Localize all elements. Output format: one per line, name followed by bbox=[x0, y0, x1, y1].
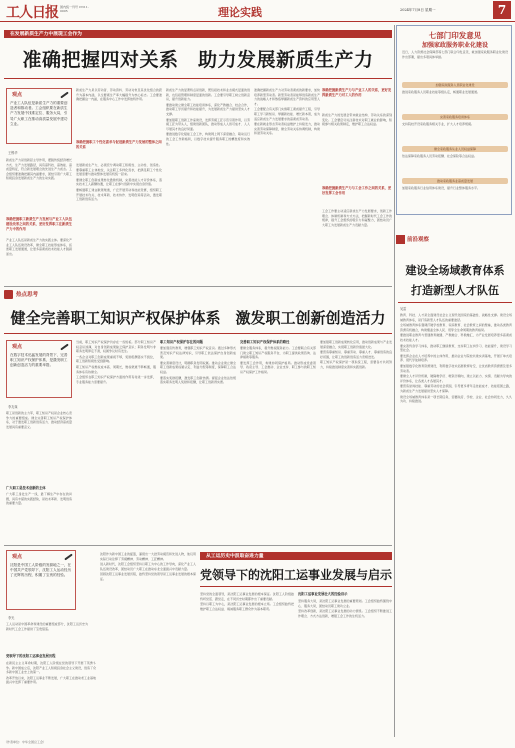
section-title: 理论实践 bbox=[218, 6, 262, 19]
section-divider bbox=[4, 545, 392, 546]
infobox-bar: 加强家政服务人员职业化建设 bbox=[402, 82, 508, 88]
body-text: 新质生产力是以劳动者、劳动资料、劳动对象及其优化组合的跃升为基本内涵，以全要素生产率大幅提升为核心标志。工会要准确把握这一内涵，在服务中心工作中发挥独特作用。 bbox=[76, 88, 162, 102]
body-text: 坚持服务大局，是沈阳工运事业发展的重要原则。工会组织始终围绕中心、服务大局，团结动员职工建功立业。 坚持改革创新，是沈阳工运事业发展的动力源泉。工会组织不断推进工作理念、方式方法创新，增强工会工作的生机活力。 bbox=[298, 599, 392, 618]
hot-topic-icon bbox=[4, 290, 13, 299]
frontier-watch-icon bbox=[396, 235, 405, 244]
viewpoint-text: 沈阳是中国工人阶级的发源地之一，在中国共产党领导下，沈阳工人运动经历了光辉的历程，积累了宝贵的经验。 bbox=[10, 563, 72, 578]
section-subhead: 准确把握职工新质生产力发展与产业工人队伍建设改革之间的关系，更好发挥职工在新质生产力中的作用 bbox=[6, 217, 72, 231]
body-text: 要加强宣传教育，增强职工知识产权意识。通过多种形式普及知识产权法律知识，引导职工依法保护自身创新成果。 要完善制度设计，明确职务发明权属。推动企业建立健全职工创新成果权属认定、利益分配等制度，保障职工合法权益。 要落实奖励报酬，激发职工创新热情。督促企业依法依规落实职务发明人奖励和报酬，让职工创新得实惠。 bbox=[160, 346, 236, 385]
infobox-title: 七部门印发意见 bbox=[428, 31, 482, 40]
body-text: 当前，职工知识产权保护仍存在一些短板。部分职工知识产权意识淡薄，对自身创新成果缺乏保护意识；职务发明与非职务发明界定不清，权属争议时有发生。 一些企业对职工创新成果重视不够，奖励报酬落实不到位，职工创新积极性受到影响。 职工知识产权维权成本高、周期长，维权渠道不够畅通，服务体系有待健全。 工会组织在职工知识产权保护方面的作用有待进一步发挥，专业服务能力需要提升。 bbox=[76, 340, 156, 384]
article-headline-line1: 建设全场域教育体系 bbox=[405, 264, 505, 277]
body-text: 准确把握新质生产力对劳动者素质的新要求，加快培养新型劳动者。新型劳动者是能够创造新质生产力的战略人才和熟练掌握新质生产资料的应用型人才。 工会要配合有关部门实施职工素质提升工程，引导职工学习新知识、掌握新技能、增长新本领，成为适应新质生产力发展要求的高素质劳动者。 要在新就业形态劳动者权益维护上持续发力，推动完善劳动保障制度，健全劳动关系协调机制，构建和谐劳动关系。 bbox=[254, 88, 320, 136]
infobox-text: 依法保障家政服务人员劳动报酬、社会保险等合法权益。 bbox=[402, 154, 478, 158]
body-text: 新质生产力是创新起主导作用，摆脱传统经济增长方式、生产力发展路径，具有高科技、高效能、高质量特征，符合新发展理念的先进生产力质态。工会组织要准确把握其内涵要求，团结引领广大职工积极投身发展新质生产力的生动实践。 bbox=[6, 158, 72, 181]
body-text: 沈阳作为新中国工业的摇篮，涌现出一大批劳动模范和先进人物，他们用实际行动诠释了劳模精神、劳动精神、工匠精神。 进入新时代，沈阳工会组织坚持以职工为中心的工作导向，深化产业工人队伍建设改革，团结动员广大职工在推动东北全面振兴中贡献力量。 回顾沈阳工运事业发展历程，始终坚持党的领导是工运事业发展的根本保证。 bbox=[100, 552, 196, 581]
infobox-text: 推进家政服务人员职业技能等级认定，畅通职业发展通道。 bbox=[402, 90, 481, 94]
section-subhead: 准确把握新质生产力与工会工作之间的关系，更好发挥工会作用 bbox=[322, 186, 392, 195]
section-subhead: 准确把握新质生产力与产业工人的关系，更好发挥新质生产力对工人的作用 bbox=[322, 88, 392, 97]
body-text: 坚持党的全面领导，是沈阳工运事业发展的根本保证。沈阳工人阶级始终听党话、跟党走，在不同历史时期都作出了重要贡献。 坚持以职工为中心，是沈阳工运事业发展的根本立场。工会组织始终把维护职工合法权益、竭诚服务职工群众作为基本职责。 bbox=[200, 592, 294, 611]
article-author: 吴雷 bbox=[400, 307, 407, 311]
section-subhead: 广大职工是技术创新的主体 bbox=[6, 486, 46, 490]
page-footer: （作者单位：中华全国总工会） bbox=[4, 740, 47, 744]
main-headline: 准确把握四对关系 助力发展新质生产力 bbox=[22, 49, 374, 71]
body-text: 发展新质生产力，必须充分调动职工积极性、主动性、创造性。要尊重职工主体地位，关注职工多样化需求，把满足职工个性化发展需要与推动整体发展有机统一起来。 要健全职工创新成果转化激励机制，完善技能人才评价体系，落实技术工人薪酬待遇，让职工在参与创新中实现自身价值。 要畅通职工建言献策渠道，广泛开展劳动和技能竞赛，组织职工开展技术攻关、技术革新、技术协作、发明创造等活动，激发职工创新创造活力。 bbox=[76, 163, 162, 202]
infobox-bar: 推动家政服务业高质量发展 bbox=[402, 178, 508, 184]
article-headline: 党领导下的沈阳工运事业发展与启示 bbox=[200, 568, 393, 582]
section-subhead: 职工知识产权保护存在的问题 bbox=[160, 340, 203, 344]
body-text: 要加强职工创新成果转化应用，推动创新成果与产业发展深度融合，实现职工创新价值最大化。 要营造尊重知识、尊重劳动、尊重人才、尊重创造的良好氛围，让职工的创新创造活力竞相迸发。 职工知识产权保护是一项系统工程，需要各方共同努力，持续推进制度完善和实践创新。 bbox=[320, 340, 392, 369]
viewpoint-tag: 观点 bbox=[12, 92, 23, 98]
article-author: 李友谋 bbox=[8, 405, 18, 409]
headline-rule bbox=[4, 78, 392, 79]
article-headline: 健全完善职工知识产权保护体系 激发职工创新创造活力 bbox=[10, 309, 386, 327]
article-author: 李光 bbox=[8, 616, 15, 620]
section-banner: 从工运历史中汲取奋进力量 bbox=[200, 552, 392, 560]
newspaper-logo: 工人日报 bbox=[6, 5, 58, 21]
body-text: 教育、科技、人才是全面建设社会主义现代化国家的基础性、战略性支撑。建设全场域教育体系，是打造新型人才队伍的重要途径。 全场域教育体系强调打破学校教育、家庭教育、社会教育之间的壁垒，推动各类教育资源有机融合，构建覆盖全体人民、贯穿全生命周期的教育格局。 要推进职业教育与普通教育融通、产教融合、科教融汇，为产业发展培养更多高素质技术技能人才。 要完善终身学习体系，推动职工继续教育，支持职工在岗学习、技能提升，建设学习型社会。 要发挥企业在人才培养中的主体作用，推动企业与院校共建实训基地，开展订单式培养、现代学徒制培养。 要加强数字化教育资源建设，利用数字技术拓展教育时空，让优质教育资源惠及更多劳动者。 要健全人才评价机制，破除唯学历、唯资历倾向，建立以能力、实绩、贡献为导向的评价体系，让各类人才各展其才。 要营造崇尚技能、尊重劳动的社会氛围，引导更多青年走技能成才、技能报国之路，为新质生产力发展提供坚实人才保障。 建设全场域教育体系是一项长期任务，需要政府、学校、企业、社会协同发力，久久为功、持续推进。 bbox=[400, 313, 512, 404]
column-divider bbox=[394, 25, 395, 737]
viewpoint-text: 在数字技术迅猛发展的背景下，完善职工知识产权保护体系，是激发职工创新创造活力的重要举措。 bbox=[10, 353, 68, 368]
infobox-text: 支持院校开设家政服务相关专业，扩大人才培养规模。 bbox=[402, 122, 475, 126]
body-text: 广大职工身处生产一线，最了解生产中存在的问题，具有丰富的实践经验，是技术革新、发明创造的重要力量。 bbox=[6, 492, 72, 506]
body-text: 产业工人队伍是新质生产力的实践主体。要深化产业工人队伍建设改革，健全职工技能形成体系，拓宽职工发展通道，让更多高素质技术技能人才脱颖而出。 bbox=[6, 238, 72, 256]
hot-topic-label: 热点思考 bbox=[16, 292, 39, 298]
article-author: 王锡华 bbox=[8, 151, 18, 155]
body-text: 新质生产力的发展会带来就业结构、劳动关系的深刻变化。工会要密切关注新技术对职工就业的影响，积极参与相关政策制定，维护职工合法权益。 bbox=[322, 113, 392, 127]
page-number: 7 bbox=[493, 1, 511, 19]
body-text: 职工是创新的主力军，职工知识产权是企业核心竞争力的重要组成。健全完善职工知识产权保护体系，对于激发职工创新创造活力、推动经济高质量发展具有重要意义。 bbox=[6, 411, 72, 429]
body-text: 工人运动是中国革命和建设的重要组成部分，沈阳工运历史为新时代工会工作提供了宝贵借鉴。 bbox=[6, 622, 88, 631]
body-text: 在新民主主义革命时期，沈阳工人阶级在党的领导下开展了英勇斗争。新中国成立后，沈阳产业工人积极投身社会主义建设，创造了众多新中国工业史上的第一。 改革开放以来，沈阳工运事业不断发展，广大职工在推动老工业基地振兴中发挥了重要作用。 bbox=[6, 661, 96, 685]
infobox-subtitle: 加强家政服务职业化建设 bbox=[421, 42, 488, 49]
headline-rule bbox=[4, 333, 392, 334]
issue-date: 2024年7月8日 星期一 bbox=[400, 8, 436, 12]
frontier-watch-label: 前沿观察 bbox=[407, 237, 430, 243]
viewpoint-tag: 观点 bbox=[12, 554, 23, 560]
infobox-text: 加强家政服务行业信用体系建设，提升行业整体服务水平。 bbox=[402, 186, 481, 190]
section-banner: 在发展新质生产力中展现工会作为 bbox=[4, 30, 392, 38]
section-divider bbox=[4, 286, 392, 287]
viewpoint-tag: 观点 bbox=[12, 344, 23, 350]
section-subhead: 准确把握职工个性化需求与促进新质生产力发展的整体之间的关系 bbox=[76, 140, 162, 149]
section-subhead: 党领导下的沈阳工运事业发展历程 bbox=[6, 654, 56, 658]
section-subhead: 完善职工知识产权保护体系的路径 bbox=[240, 340, 290, 344]
logo-subtitle: 国内统一刊号 CN11-0005 bbox=[60, 5, 89, 13]
infobox-intro: 近日，人力资源社会保障部等七部门联合印发意见，就加强家政服务职业化建设作出部署，提出多项具体举措。 bbox=[402, 50, 508, 59]
article-headline-line2: 打造新型人才队伍 bbox=[411, 284, 499, 297]
viewpoint-text: 产业工人队伍是新质生产力的重要创造者和推动者。工会组织要在新质生产力发展中找准定位、服务大局，引导广大职工在推动高质量发展中建功立业。 bbox=[10, 101, 68, 126]
headline-rule bbox=[398, 302, 512, 303]
section-subhead: 沈阳工运事业发展壮大的经验启示 bbox=[298, 592, 348, 596]
infobox-bar: 完善家政服务培训体系 bbox=[402, 114, 508, 120]
body-text: 要健全服务体系，提升维权服务能力。工会要联合有关部门建立职工知识产权服务平台，为职工提供政策咨询、法律援助等服务。 要发挥工会作用，构建协同保护格局。推动形成党委领导、政府主导、工会推动、企业支持、职工参与的职工知识产权保护工作格局。 bbox=[240, 346, 316, 374]
infobox-bar: 健全家政服务从业人员权益保障 bbox=[402, 146, 508, 152]
body-text: 工会工作要主动适应新质生产力发展要求，创新工作理念、体制机制和方式方法，把握新时代工会工作的规律，提升工会组织的吸引力和凝聚力，团结动员广大职工为发展新质生产力贡献力量。 bbox=[322, 209, 392, 227]
headline-rule bbox=[200, 586, 392, 587]
body-text: 新质生产力的显著特点是创新，既包括技术和业态模式层面的创新，也包括管理和制度层面的创新。工会要引导职工树立创新意识，提升创新能力。 要推动建立健全职工技能培训体系，深化产教融合、校企合作，推动职工学历提升和技能提升，为发展新质生产力提供坚实人才支撑。 要加强职工创新工作室建设，发挥劳模工匠示范引领作用，以劳模工匠为带头人，组建创新团队，推动形成人人皆可成才、人人尽展其才的良好局面。 要推进数字化赋能工会工作，构建网上网下深度融合、联动运行的工会工作新格局，以数字技术提升服务职工的精准度和实效性。 bbox=[166, 88, 250, 146]
